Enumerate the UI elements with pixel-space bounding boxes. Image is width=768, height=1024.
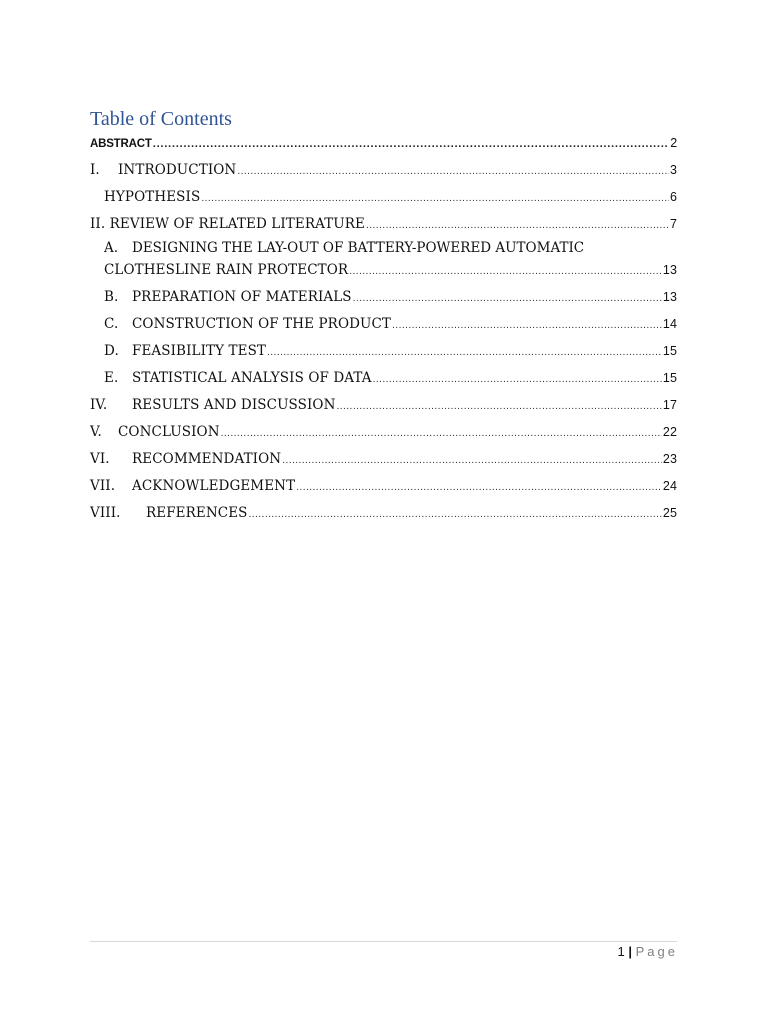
toc-entry-e[interactable] xyxy=(104,370,677,386)
dot-leader xyxy=(373,375,662,385)
toc-entry-b[interactable] xyxy=(104,289,677,305)
toc-entry-hypothesis[interactable] xyxy=(104,189,677,205)
toc-entry-number: C. xyxy=(104,316,119,332)
toc-entry-label: CONCLUSION xyxy=(118,424,220,440)
dot-leader xyxy=(237,167,669,177)
footer-page-word: Page xyxy=(635,944,678,959)
toc-entry-introduction[interactable] xyxy=(90,162,677,178)
dot-leader xyxy=(153,140,670,150)
dot-leader xyxy=(221,429,662,439)
toc-entry-label: CLOTHESLINE RAIN PROTECTOR xyxy=(104,262,349,278)
toc-entry-c[interactable] xyxy=(104,316,677,332)
footer-separator: | xyxy=(628,944,632,959)
toc-entry-number: D. xyxy=(104,343,119,359)
toc-entry-label: RESULTS AND DISCUSSION xyxy=(132,397,336,413)
toc-entry-page: 23 xyxy=(662,452,677,466)
toc-entry-page: 6 xyxy=(669,190,677,204)
toc-entry-page: 25 xyxy=(662,506,677,520)
dot-leader xyxy=(249,510,662,520)
toc-entry-label: ACKNOWLEDGEMENT xyxy=(132,478,296,494)
toc-entry-page: 13 xyxy=(662,263,677,277)
toc-entry-number: VI. xyxy=(90,451,110,467)
toc-entry-page: 3 xyxy=(669,163,677,177)
dot-leader xyxy=(296,483,662,493)
toc-entry-page: 13 xyxy=(662,290,677,304)
toc-entry-conclusion[interactable] xyxy=(90,424,677,440)
toc-entry-page: 15 xyxy=(662,344,677,358)
toc-entry-label: ABSTRACT xyxy=(90,138,152,150)
toc-entry-a-line1[interactable] xyxy=(104,240,584,256)
toc-entry-references[interactable] xyxy=(90,505,677,521)
toc-entry-page: 22 xyxy=(662,425,677,439)
toc-entry-label: STATISTICAL ANALYSIS OF DATA xyxy=(132,370,372,386)
toc-entry-d[interactable] xyxy=(104,343,677,359)
toc-entry-label: CONSTRUCTION OF THE PRODUCT xyxy=(132,316,392,332)
toc-entry-label: DESIGNING THE LAY-OUT OF BATTERY-POWERED AUTOMATIC xyxy=(132,240,585,256)
footer-page-number: 1 xyxy=(617,944,625,959)
page-footer xyxy=(618,944,679,959)
toc-entry-results[interactable] xyxy=(90,397,677,413)
dot-leader xyxy=(267,348,662,358)
toc-entry-page: 7 xyxy=(669,217,677,231)
toc-entry-number: IV. xyxy=(90,397,108,413)
toc-entry-page: 24 xyxy=(662,479,677,493)
dot-leader xyxy=(349,267,662,277)
toc-entry-label: REFERENCES xyxy=(146,505,248,521)
toc-entry-page: 2 xyxy=(670,136,677,150)
toc-entry-number: VIII. xyxy=(90,505,121,521)
toc-entry-number: I. xyxy=(90,162,100,178)
toc-entry-abstract[interactable] xyxy=(90,136,677,150)
toc-entry-review[interactable] xyxy=(90,216,677,232)
toc-entry-page: 17 xyxy=(662,398,677,412)
toc-entry-label: HYPOTHESIS xyxy=(104,189,201,205)
toc-entry-label: II. REVIEW OF RELATED LITERATURE xyxy=(90,216,365,232)
dot-leader xyxy=(366,221,669,231)
toc-entry-label: INTRODUCTION xyxy=(118,162,237,178)
toc-entry-label: PREPARATION OF MATERIALS xyxy=(132,289,352,305)
toc-entry-page: 15 xyxy=(662,371,677,385)
dot-leader xyxy=(392,321,662,331)
footer-divider xyxy=(90,941,677,942)
toc-entry-number: A. xyxy=(104,240,119,256)
toc-heading: Table of Contents xyxy=(90,108,232,130)
toc-entry-recommendation[interactable] xyxy=(90,451,677,467)
toc-entry-number: V. xyxy=(90,424,102,440)
toc-entry-number: E. xyxy=(104,370,119,386)
toc-entry-acknowledgement[interactable] xyxy=(90,478,677,494)
dot-leader xyxy=(282,456,662,466)
toc-entry-number: B. xyxy=(104,289,119,305)
dot-leader xyxy=(337,402,662,412)
toc-entry-page: 14 xyxy=(662,317,677,331)
toc-entry-a-line2[interactable] xyxy=(104,262,677,278)
toc-entry-label: RECOMMENDATION xyxy=(132,451,282,467)
toc-entry-number: VII. xyxy=(90,478,116,494)
dot-leader xyxy=(201,194,669,204)
dot-leader xyxy=(353,294,662,304)
toc-entry-label: FEASIBILITY TEST xyxy=(132,343,267,359)
